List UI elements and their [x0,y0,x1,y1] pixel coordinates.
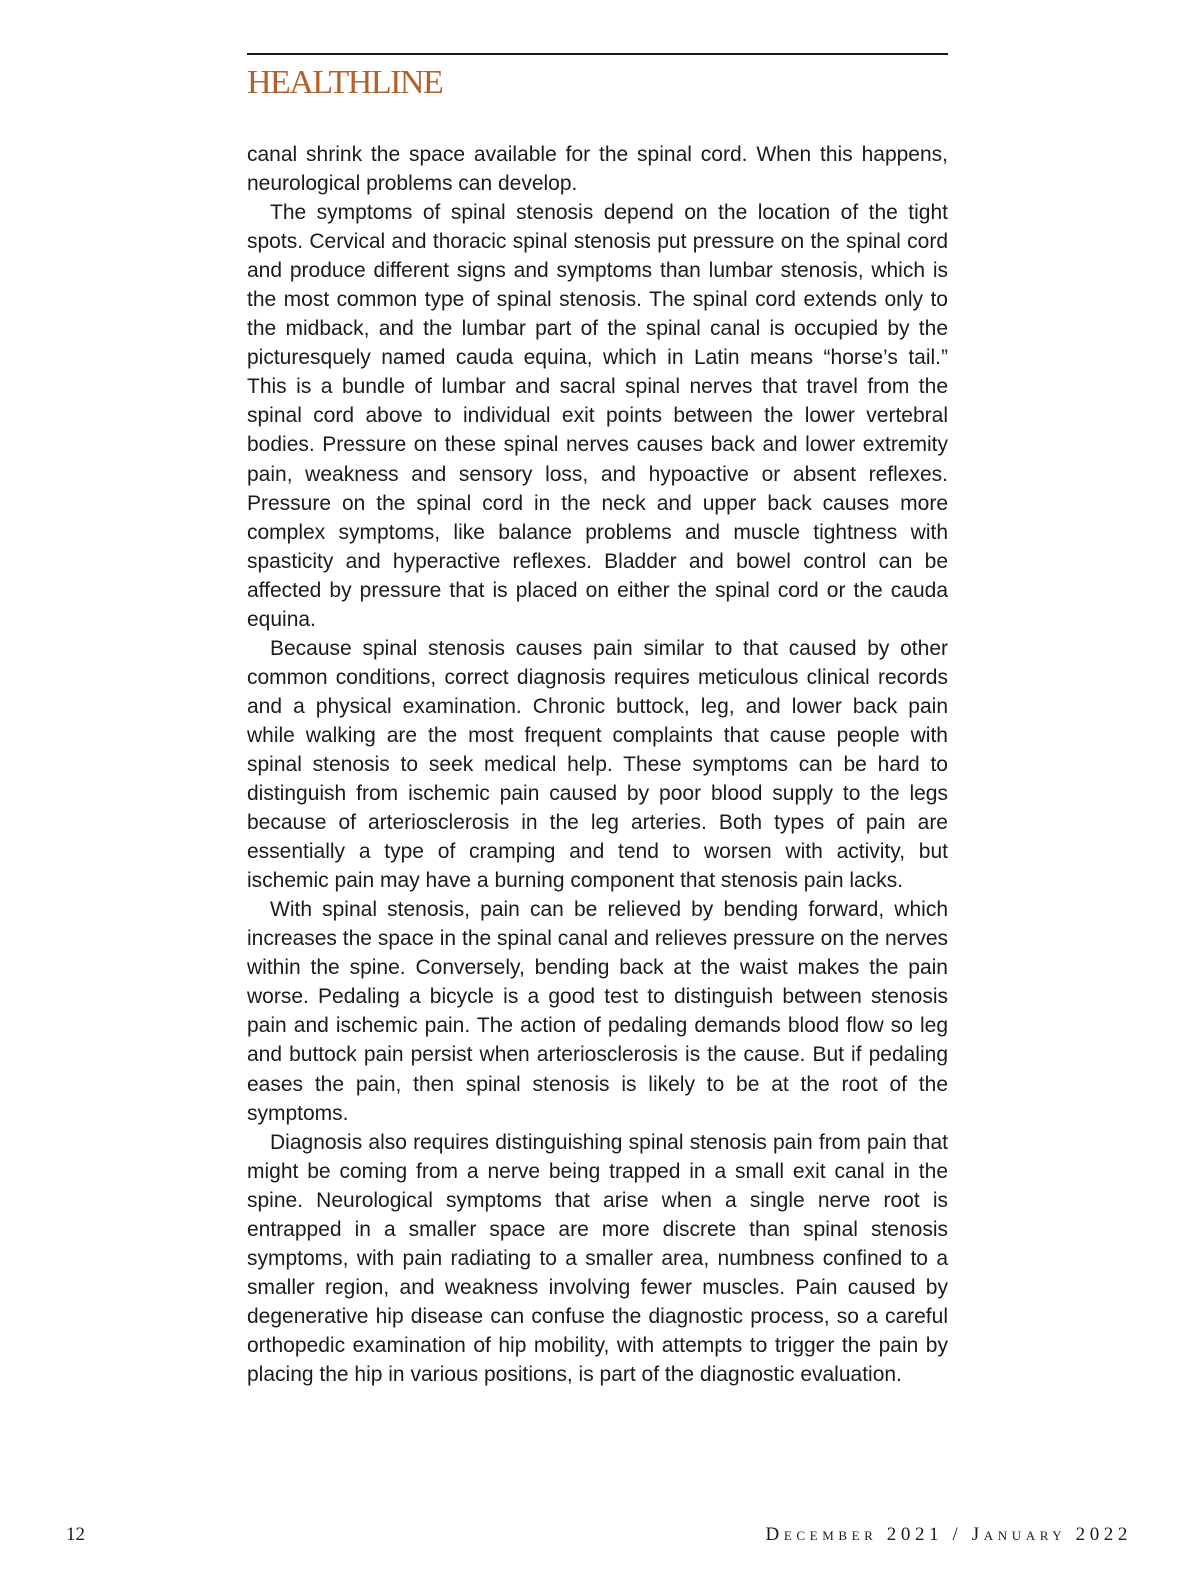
page-number: 12 [66,1524,85,1545]
article-paragraph-1: canal shrink the space available for the spinal cord. When this happens, neurological problems can develop. [247,143,948,196]
issue-date: December 2021 / January 2022 [765,1524,1132,1545]
article-paragraph-2: The symptoms of spinal stenosis depend on the location of the tight spots. Cervical and thoracic spinal stenosis put pressure on the spinal cord and produce different signs and symptoms than lumbar stenosis, which is the most common type of spinal stenosis. The spinal cord extends only to the midback, and the lumbar part of the spinal canal is occupied by the picturesquely named cauda equina, which in Latin means “horse’s tail.” This is a bundle of lumbar and sacral spinal nerves that travel from the spinal cord above to individual exit points between the lower vertebral bodies. Pressure on these spinal nerves causes back and lower extremity pain, weakness and sensory loss, and hypoactive or absent reflexes. Pressure on the spinal cord in the neck and upper back causes more complex symptoms, like balance problems and muscle tightness with spasticity and hyperactive reflexes. Bladder and bowel control can be affected by pressure that is placed on either the spinal cord or the cauda equina. [247,201,948,631]
article-body [247,140,948,1389]
section-title: HEALTHLINE [247,64,443,101]
header-rule [247,53,948,55]
article-paragraph-5: Diagnosis also requires distinguishing spinal stenosis pain from pain that might be coming from a nerve being trapped in a small exit canal in the spine. Neurological symptoms that arise when a single nerve root is entrapped in a smaller space are more discrete than spinal stenosis symptoms, with pain radiating to a smaller area, numbness confined to a smaller region, and weakness involving fewer muscles. Pain caused by degenerative hip disease can confuse the diagnostic process, so a careful orthopedic examination of hip mobility, with attempts to trigger the pain by placing the hip in various positions, is part of the diagnostic evaluation. [247,1130,948,1386]
article-paragraph-4: With spinal stenosis, pain can be relieved by bending forward, which increases the space in the spinal canal and relieves pressure on the nerves within the spine. Conversely, bending back at the waist makes the pain worse. Pedaling a bicycle is a good test to distinguish between stenosis pain and ischemic pain. The action of pedaling demands blood flow so leg and buttock pain persist when arteriosclerosis is the cause. But if pedaling eases the pain, then spinal stenosis is likely to be at the root of the symptoms. [247,898,948,1125]
article-paragraph-3: Because spinal stenosis causes pain similar to that caused by other common conditions, correct diagnosis requires meticulous clinical records and a physical examination. Chronic buttock, leg, and lower back pain while walking are the most frequent complaints that cause people with spinal stenosis to seek medical help. These symptoms can be hard to distinguish from ischemic pain caused by poor blood supply to the legs because of arteriosclerosis in the leg arteries. Both types of pain are essentially a type of cramping and tend to worsen with activity, but ischemic pain may have a burning component that stenosis pain lacks. [247,636,948,893]
